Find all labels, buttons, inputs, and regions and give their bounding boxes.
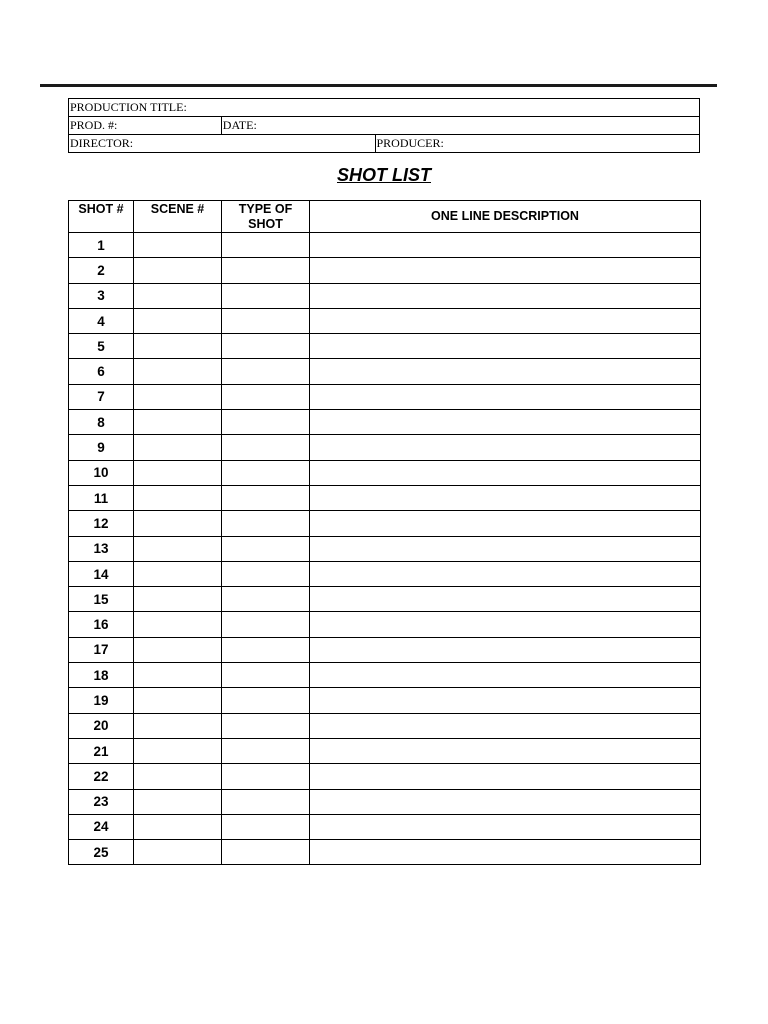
shot-number-cell: 4 — [69, 308, 134, 333]
description-cell[interactable] — [310, 334, 701, 359]
shot-type-cell[interactable] — [222, 435, 310, 460]
scene-cell[interactable] — [134, 511, 222, 536]
scene-cell[interactable] — [134, 738, 222, 763]
table-row — [69, 359, 701, 384]
table-row — [69, 663, 701, 688]
column-header-shot: SHOT # — [69, 201, 134, 233]
description-cell[interactable] — [310, 536, 701, 561]
shot-number-cell: 23 — [69, 789, 134, 814]
description-cell[interactable] — [310, 359, 701, 384]
description-cell[interactable] — [310, 840, 701, 865]
production-info-table — [68, 98, 700, 153]
scene-cell[interactable] — [134, 612, 222, 637]
shot-number-cell: 21 — [69, 738, 134, 763]
shot-type-cell[interactable] — [222, 308, 310, 333]
description-cell[interactable] — [310, 435, 701, 460]
shot-number-cell: 2 — [69, 258, 134, 283]
shot-type-cell[interactable] — [222, 764, 310, 789]
table-row — [69, 435, 701, 460]
shot-number-cell: 19 — [69, 688, 134, 713]
shot-number-cell: 1 — [69, 233, 134, 258]
header-rule — [40, 84, 717, 87]
description-cell[interactable] — [310, 637, 701, 662]
scene-cell[interactable] — [134, 561, 222, 586]
description-cell[interactable] — [310, 410, 701, 435]
shot-type-cell[interactable] — [222, 789, 310, 814]
table-row — [69, 283, 701, 308]
description-cell[interactable] — [310, 384, 701, 409]
scene-cell[interactable] — [134, 460, 222, 485]
table-row — [69, 814, 701, 839]
table-header-row — [69, 201, 701, 233]
shot-number-cell: 3 — [69, 283, 134, 308]
production-title-label: PRODUCTION TITLE: — [70, 100, 187, 114]
table-row — [69, 258, 701, 283]
description-cell[interactable] — [310, 612, 701, 637]
scene-cell[interactable] — [134, 663, 222, 688]
table-row — [69, 840, 701, 865]
description-cell[interactable] — [310, 789, 701, 814]
table-row — [69, 637, 701, 662]
date-field[interactable] — [221, 117, 699, 135]
shot-type-cell[interactable] — [222, 688, 310, 713]
column-header-description: ONE LINE DESCRIPTION — [310, 201, 701, 233]
shot-type-cell[interactable] — [222, 233, 310, 258]
scene-cell[interactable] — [134, 334, 222, 359]
scene-cell[interactable] — [134, 637, 222, 662]
shot-type-cell[interactable] — [222, 334, 310, 359]
shot-number-cell: 22 — [69, 764, 134, 789]
scene-cell[interactable] — [134, 283, 222, 308]
date-label: DATE: — [222, 118, 257, 132]
shot-number-cell: 6 — [69, 359, 134, 384]
scene-cell[interactable] — [134, 435, 222, 460]
shot-type-cell[interactable] — [222, 359, 310, 384]
table-row — [69, 789, 701, 814]
description-cell[interactable] — [310, 485, 701, 510]
prod-date-row — [69, 117, 700, 135]
table-row — [69, 713, 701, 738]
description-cell[interactable] — [310, 814, 701, 839]
scene-cell[interactable] — [134, 410, 222, 435]
table-row — [69, 233, 701, 258]
shot-number-cell: 8 — [69, 410, 134, 435]
description-cell[interactable] — [310, 713, 701, 738]
shot-number-cell: 16 — [69, 612, 134, 637]
production-title-row — [69, 99, 700, 117]
shot-number-cell: 11 — [69, 485, 134, 510]
shot-type-cell[interactable] — [222, 612, 310, 637]
scene-cell[interactable] — [134, 233, 222, 258]
shot-number-cell: 9 — [69, 435, 134, 460]
shot-type-cell[interactable] — [222, 283, 310, 308]
director-label: DIRECTOR: — [70, 136, 134, 150]
table-row — [69, 460, 701, 485]
table-row — [69, 536, 701, 561]
description-cell[interactable] — [310, 233, 701, 258]
shot-number-cell: 7 — [69, 384, 134, 409]
table-row — [69, 612, 701, 637]
description-cell[interactable] — [310, 738, 701, 763]
scene-cell[interactable] — [134, 789, 222, 814]
prod-no-label: PROD. #: — [70, 118, 118, 132]
shot-number-cell: 18 — [69, 663, 134, 688]
table-row — [69, 334, 701, 359]
shot-type-cell[interactable] — [222, 561, 310, 586]
scene-cell[interactable] — [134, 814, 222, 839]
shot-number-cell: 15 — [69, 587, 134, 612]
shot-number-cell: 10 — [69, 460, 134, 485]
description-cell[interactable] — [310, 283, 701, 308]
shot-type-cell[interactable] — [222, 460, 310, 485]
column-header-scene: SCENE # — [134, 201, 222, 233]
director-field[interactable] — [69, 135, 376, 153]
production-title-field[interactable] — [69, 99, 700, 117]
scene-cell[interactable] — [134, 764, 222, 789]
table-row — [69, 738, 701, 763]
shot-type-cell[interactable] — [222, 587, 310, 612]
shot-type-cell[interactable] — [222, 840, 310, 865]
table-row — [69, 511, 701, 536]
table-row — [69, 308, 701, 333]
scene-cell[interactable] — [134, 384, 222, 409]
table-row — [69, 410, 701, 435]
table-row — [69, 587, 701, 612]
table-row — [69, 485, 701, 510]
shot-type-cell[interactable] — [222, 384, 310, 409]
description-cell[interactable] — [310, 511, 701, 536]
shot-list-table — [68, 200, 701, 865]
description-cell[interactable] — [310, 663, 701, 688]
prod-no-field[interactable] — [69, 117, 222, 135]
description-cell[interactable] — [310, 764, 701, 789]
shot-type-cell[interactable] — [222, 663, 310, 688]
shot-number-cell: 5 — [69, 334, 134, 359]
shot-type-cell[interactable] — [222, 258, 310, 283]
shot-number-cell: 25 — [69, 840, 134, 865]
shot-number-cell: 14 — [69, 561, 134, 586]
description-cell[interactable] — [310, 587, 701, 612]
page-title: SHOT LIST — [337, 165, 431, 185]
description-cell[interactable] — [310, 460, 701, 485]
scene-cell[interactable] — [134, 840, 222, 865]
column-header-type-label: TYPE OF SHOT — [238, 201, 293, 231]
scene-cell[interactable] — [134, 485, 222, 510]
description-cell[interactable] — [310, 258, 701, 283]
description-cell[interactable] — [310, 688, 701, 713]
description-cell[interactable] — [310, 308, 701, 333]
scene-cell[interactable] — [134, 536, 222, 561]
scene-cell[interactable] — [134, 258, 222, 283]
shot-number-cell: 13 — [69, 536, 134, 561]
table-row — [69, 764, 701, 789]
shot-type-cell[interactable] — [222, 713, 310, 738]
description-cell[interactable] — [310, 561, 701, 586]
scene-cell[interactable] — [134, 308, 222, 333]
table-row — [69, 688, 701, 713]
shot-type-cell[interactable] — [222, 511, 310, 536]
scene-cell[interactable] — [134, 359, 222, 384]
shot-type-cell[interactable] — [222, 637, 310, 662]
shot-number-cell: 12 — [69, 511, 134, 536]
shot-number-cell: 24 — [69, 814, 134, 839]
scene-cell[interactable] — [134, 713, 222, 738]
shot-type-cell[interactable] — [222, 814, 310, 839]
shot-number-cell: 17 — [69, 637, 134, 662]
table-row — [69, 384, 701, 409]
scene-cell[interactable] — [134, 587, 222, 612]
shot-type-cell[interactable] — [222, 485, 310, 510]
shot-type-cell[interactable] — [222, 738, 310, 763]
shot-type-cell[interactable] — [222, 410, 310, 435]
producer-field[interactable] — [375, 135, 700, 153]
producer-label: PRODUCER: — [376, 136, 444, 150]
shot-type-cell[interactable] — [222, 536, 310, 561]
table-row — [69, 561, 701, 586]
column-header-type — [222, 201, 310, 233]
director-producer-row — [69, 135, 700, 153]
scene-cell[interactable] — [134, 688, 222, 713]
shot-number-cell: 20 — [69, 713, 134, 738]
